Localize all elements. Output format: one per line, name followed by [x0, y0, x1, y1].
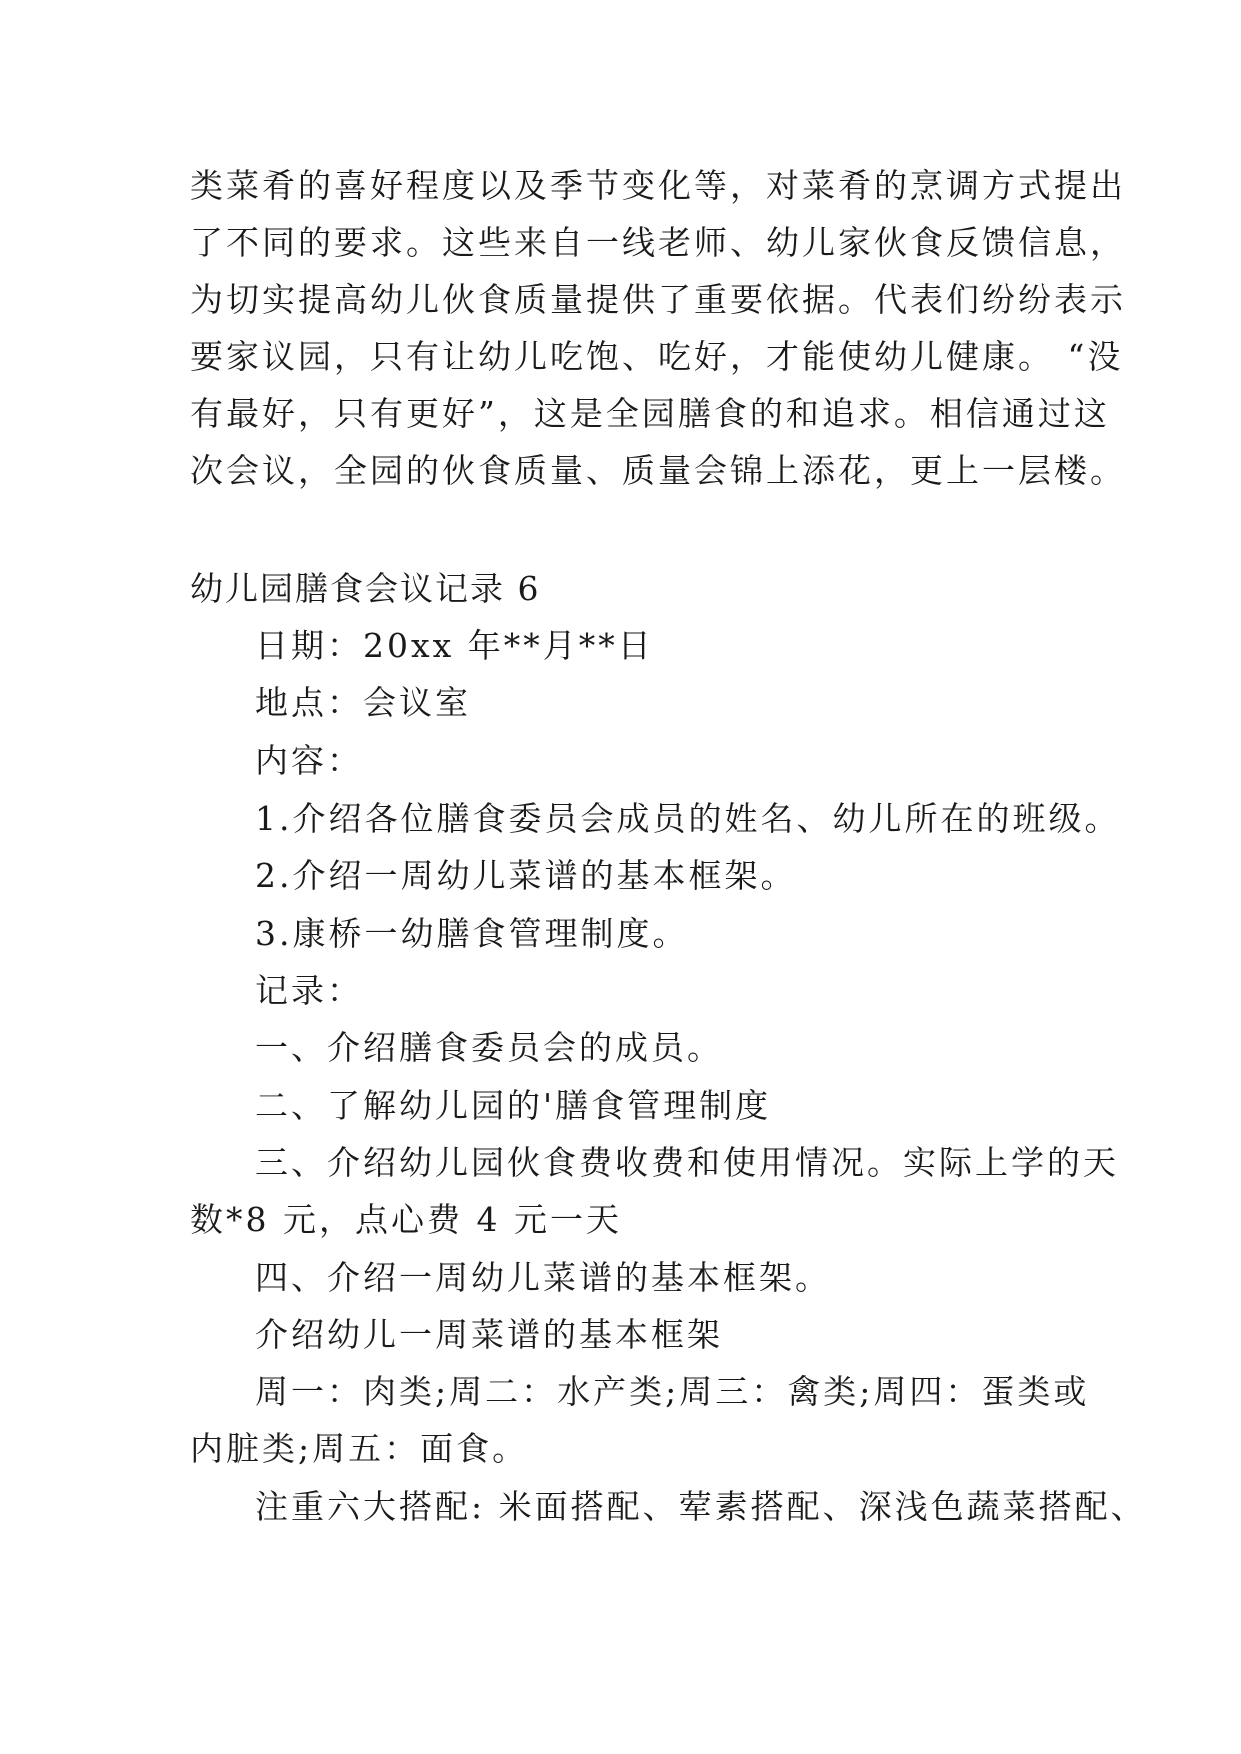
record-item: 注重六大搭配: 米面搭配、荤素搭配、深浅色蔬菜搭配、 [255, 1487, 1147, 1526]
record-item: 数*8 元，点心费 4 元一天 [190, 1200, 622, 1239]
record-item: 一、介绍膳食委员会的成员。 [255, 1028, 723, 1067]
intro-line: 了不同的要求。这些来自一线老师、幼儿家伙食反馈信息， [190, 223, 1126, 262]
record-item: 介绍幼儿一周菜谱的基本框架 [255, 1315, 723, 1354]
content-item: 1.介绍各位膳食委员会成员的姓名、幼儿所在的班级。 [255, 799, 1121, 838]
intro-line: 要家议园，只有让幼儿吃饱、吃好，才能使幼儿健康。 “没 [190, 337, 1124, 376]
place-line: 地点：会议室 [255, 683, 471, 722]
record-item: 三、介绍幼儿园伙食费收费和使用情况。实际上学的天 [255, 1143, 1119, 1182]
record-item: 二、了解幼儿园的'膳食管理制度 [255, 1086, 772, 1125]
content-item: 3.康桥一幼膳食管理制度。 [255, 914, 689, 953]
content-label: 内容： [255, 741, 363, 780]
record-item: 内脏类;周五：面食。 [190, 1429, 529, 1468]
date-line: 日期：20xx 年**月**日 [255, 626, 654, 665]
intro-line: 类菜肴的喜好程度以及季节变化等，对菜肴的烹调方式提出 [190, 166, 1126, 205]
content-item: 2.介绍一周幼儿菜谱的基本框架。 [255, 856, 797, 895]
record-item: 周一：肉类;周二：水产类;周三：禽类;周四：蛋类或 [255, 1372, 1090, 1411]
section-title: 幼儿园膳食会议记录 6 [190, 569, 541, 608]
record-label: 记录： [255, 971, 363, 1010]
intro-line: 次会议，全园的伙食质量、质量会锦上添花，更上一层楼。 [190, 451, 1126, 490]
intro-line: 有最好，只有更好”，这是全园膳食的和追求。相信通过这 [190, 394, 1110, 433]
record-item: 四、介绍一周幼儿菜谱的基本框架。 [255, 1258, 831, 1297]
intro-line: 为切实提高幼儿伙食质量提供了重要依据。代表们纷纷表示 [190, 280, 1126, 319]
